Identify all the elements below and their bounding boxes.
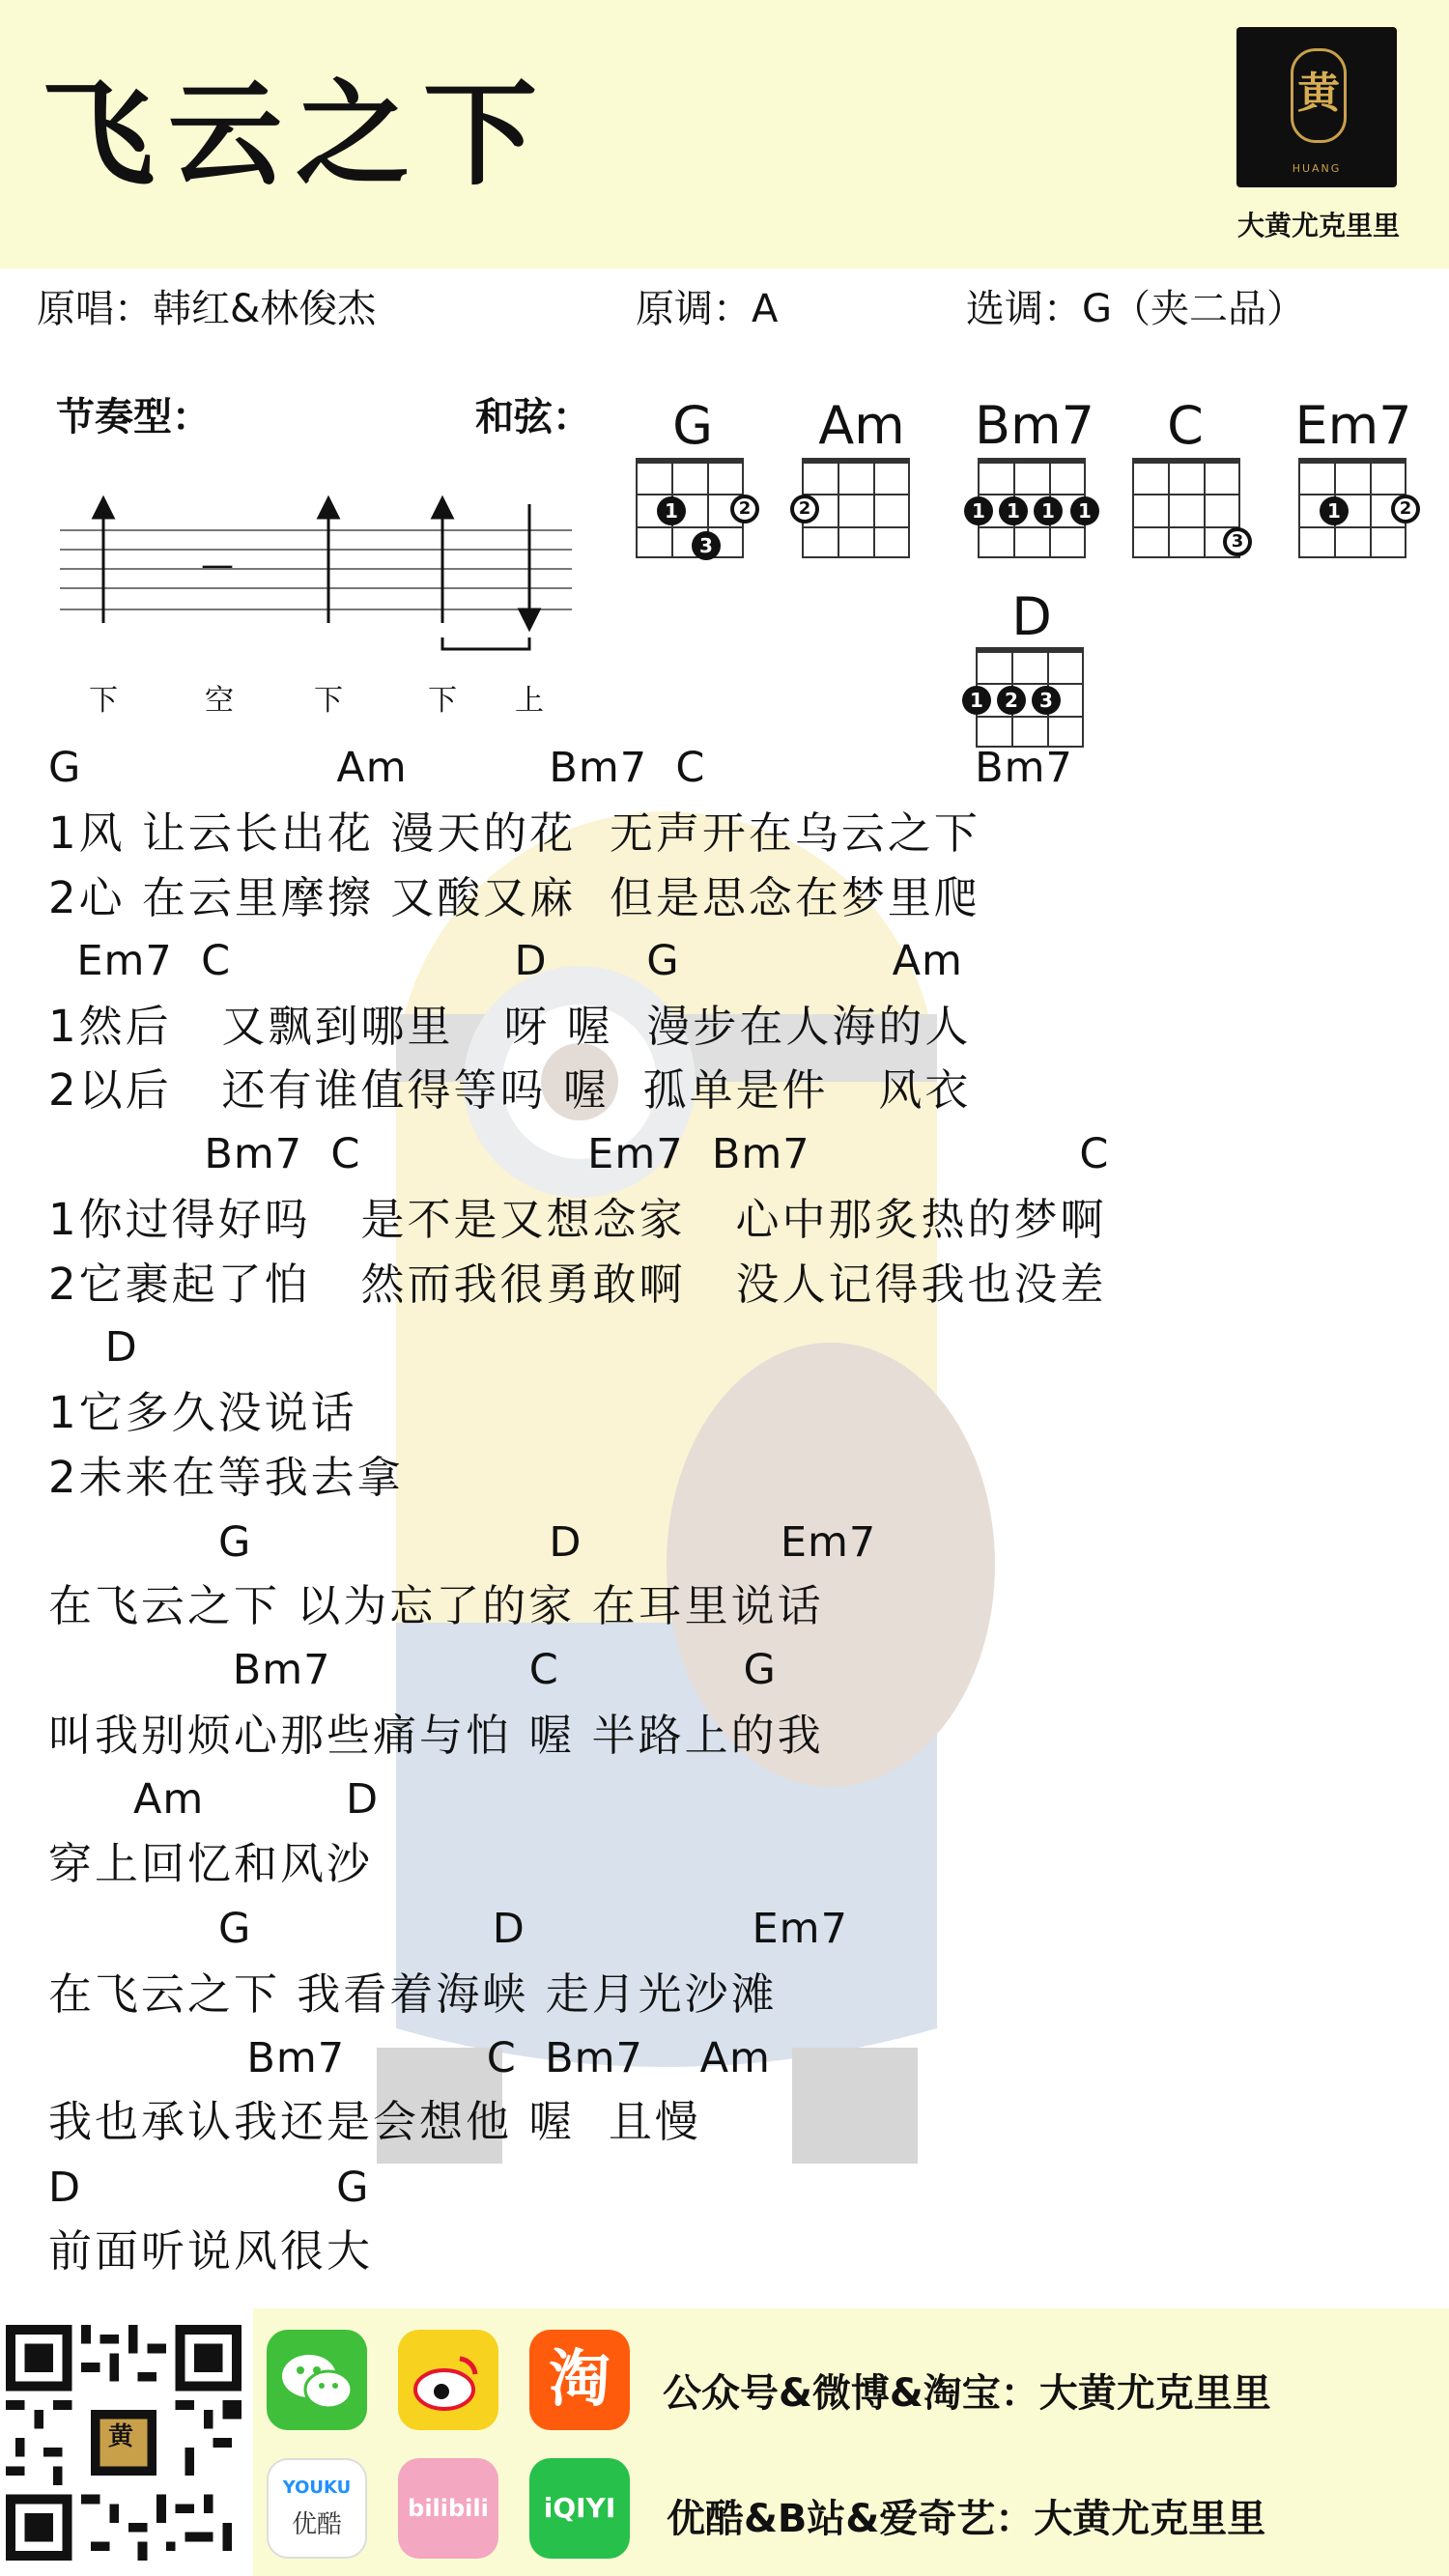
brand-logo bbox=[1236, 27, 1397, 187]
chord-line: G Am Bm7 C Bm7 bbox=[48, 744, 1073, 792]
chord-line: G D Em7 bbox=[48, 1518, 877, 1567]
lyric-line: 1你过得好吗 是不是又想念家 心中那炙热的梦啊 bbox=[48, 1194, 1107, 1245]
chord-diagram-bm7: 1 1 1 1 bbox=[978, 458, 1086, 558]
chord-diagram-d: 1 2 3 bbox=[976, 647, 1084, 748]
footer-line-1: 公众号&微博&淘宝：大黄尤克里里 bbox=[663, 2371, 1271, 2416]
weibo-icon[interactable] bbox=[398, 2330, 498, 2430]
chord-line: Bm7 C Bm7 Am bbox=[48, 2034, 771, 2082]
chord-line: Bm7 C Em7 Bm7 C bbox=[48, 1130, 1110, 1178]
lyric-line: 1风 让云长出花 漫天的花 无声开在乌云之下 bbox=[48, 807, 980, 859]
chords-label: 和弦： bbox=[475, 395, 591, 439]
youku-text-top: YOUKU bbox=[282, 2477, 352, 2498]
chord-diagram-c: 3 bbox=[1132, 458, 1240, 558]
lyric-line: 2以后 还有谁值得等吗 喔 孤单是件 风衣 bbox=[48, 1064, 972, 1116]
logo-glyph: 黄 bbox=[1291, 48, 1347, 143]
chord-line: G D Em7 bbox=[48, 1905, 848, 1953]
original-key: 原调：A bbox=[636, 287, 779, 331]
rhythm-label: 节奏型： bbox=[56, 395, 211, 439]
chord-name-am: Am bbox=[818, 395, 905, 456]
chord-line: D bbox=[48, 1323, 138, 1372]
chord-line: Am D bbox=[48, 1775, 380, 1824]
lyric-line: 我也承认我还是会想他 喔 且慢 bbox=[48, 2096, 701, 2147]
beat-2: 空 bbox=[205, 684, 234, 718]
lyric-line: 叫我别烦心那些痛与怕 喔 半路上的我 bbox=[48, 1710, 824, 1761]
lyric-line: 穿上回忆和风沙 bbox=[48, 1838, 374, 1889]
lyric-line: 2未来在等我去拿 bbox=[48, 1452, 404, 1503]
taobao-icon[interactable]: 淘 bbox=[529, 2330, 630, 2430]
original-singer: 原唱：韩红&林俊杰 bbox=[37, 287, 377, 331]
bilibili-icon[interactable]: bilibili bbox=[398, 2458, 498, 2559]
lyric-line: 1然后 又飘到哪里 呀 喔 漫步在人海的人 bbox=[48, 1001, 972, 1052]
beat-5: 上 bbox=[515, 684, 544, 718]
chord-name-g: G bbox=[672, 395, 713, 456]
lyric-line: 2心 在云里摩擦 又酸又麻 但是思念在梦里爬 bbox=[48, 872, 980, 923]
youku-icon[interactable] bbox=[267, 2458, 367, 2559]
chord-line: Em7 C D G Am bbox=[48, 937, 963, 985]
chord-name-bm7: Bm7 bbox=[974, 395, 1094, 456]
beat-1: 下 bbox=[89, 684, 118, 718]
rest-dash: — bbox=[201, 546, 234, 584]
logo-caption: 大黄尤克里里 bbox=[1236, 210, 1400, 241]
logo-brand-text: HUANG bbox=[1292, 162, 1342, 175]
beat-3: 下 bbox=[314, 684, 343, 718]
lyric-line: 1它多久没说话 bbox=[48, 1387, 357, 1438]
chord-diagram-em7: 1 2 bbox=[1298, 458, 1406, 558]
chord-name-d: D bbox=[1011, 586, 1052, 647]
rhythm-strokes bbox=[60, 493, 601, 657]
footer-line-2: 优酷&B站&爱奇艺：大黄尤克里里 bbox=[667, 2497, 1266, 2541]
chord-line: D G bbox=[48, 2164, 370, 2212]
lyric-line: 前面听说风很大 bbox=[48, 2225, 374, 2277]
youku-text-bottom: 优酷 bbox=[291, 2510, 342, 2539]
iqiyi-icon[interactable]: iQIYI bbox=[529, 2458, 630, 2559]
chord-diagram-g: 1 2 3 bbox=[636, 458, 744, 558]
chord-name-em7: Em7 bbox=[1294, 395, 1412, 456]
lyric-line: 在飞云之下 以为忘了的家 在耳里说话 bbox=[48, 1580, 824, 1631]
lyric-line: 在飞云之下 我看着海峡 走月光沙滩 bbox=[48, 1968, 778, 2020]
lyric-line: 2它裹起了怕 然而我很勇敢啊 没人记得我也没差 bbox=[48, 1259, 1107, 1310]
chord-name-c: C bbox=[1167, 395, 1204, 456]
chord-line: Bm7 C G bbox=[48, 1646, 777, 1694]
chord-diagram-am: 2 bbox=[802, 458, 910, 558]
qr-center-glyph: 黄 bbox=[107, 2422, 133, 2451]
selected-key: 选调：G（夹二品） bbox=[966, 287, 1305, 331]
beat-4: 下 bbox=[428, 684, 457, 718]
wechat-icon[interactable] bbox=[267, 2330, 367, 2430]
song-title: 飞云之下 bbox=[41, 67, 552, 201]
